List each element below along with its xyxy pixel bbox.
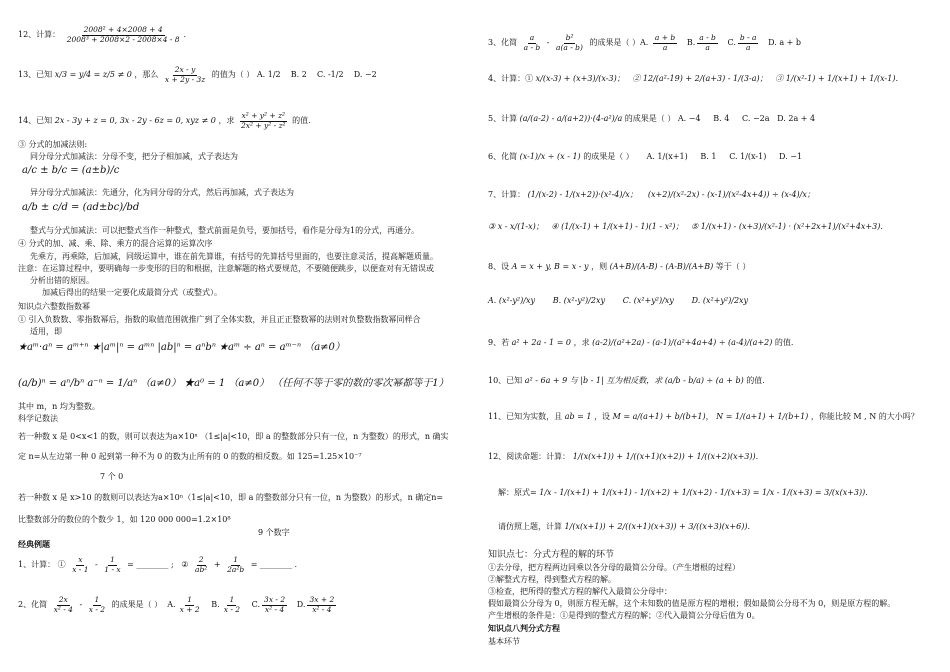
q12r-expression: 1/(x(x+1)) + 1/((x+1)(x+2)) + 1/((x+2)(x+3)).: [572, 452, 759, 461]
ex1-label: 1、计算：: [18, 560, 56, 570]
q13-option-c-val: -1/2: [327, 70, 344, 80]
q13-option-b: B. 2: [290, 70, 307, 80]
sci-small-2: 定 n=从左边第一种 0 起到第一种不为 0 的数为止所有的 0 的数的相反数。如 125=1.25×10⁻⁷: [18, 452, 362, 461]
q12-numerator: 2008² + 4×2008 + 4: [83, 25, 163, 34]
q8-option-d: D. (x²+y²)/2xy: [691, 296, 749, 305]
q12r-label: 12、阅读命题：计算：: [488, 452, 571, 461]
q14-condition: 2x - 3y + z = 0, 3x - 2y - 6z = 0, xyz ≠ 0: [54, 116, 216, 126]
q5-option-a: A. −4: [677, 114, 701, 123]
question-12: [18, 26, 186, 44]
q13-expr-den: x + 2y - 3z: [164, 74, 206, 84]
question-3: [488, 34, 801, 52]
question-7: [488, 190, 815, 199]
ex1-f2-num: 1: [110, 555, 115, 564]
q10-label: 10、已知: [488, 376, 523, 385]
q14-tail: 的值.: [292, 116, 311, 126]
rule3-formula-diff: a/b ± c/d = (ad±bc)/bd: [22, 202, 140, 213]
q7-part-5: ⑤ 1/(x+1) - (x+3)/(x²-1) · (x²+2x+1)/(x²+4x+3).: [691, 222, 883, 231]
q8-label: 8、设: [488, 262, 510, 271]
ex1-f3-den: ab²: [195, 564, 208, 574]
q9-label: 9、若: [488, 338, 510, 347]
ex1-eq2: = ________ .: [250, 560, 298, 570]
kp7-title: 知识点七：分式方程的解的环节: [488, 550, 615, 560]
question-10: [488, 376, 765, 385]
q3-option-b: B.: [686, 38, 696, 48]
kp6-text-1: ① 引入负数数、零指数幂后，指数的取值范围就推广到了全体实数，并且正正整数幂的法则对负整数指数幂同样合: [18, 315, 421, 324]
q7-part-4: ④ (1/(x-1) + 1/(x+1) - 1)(1 - x²)；: [551, 222, 684, 231]
q7-part-1: (1/(x-2) - 1/(x+2))·(x²-4)/x；: [527, 190, 638, 199]
q3-a-den: a: [662, 42, 668, 52]
q13-option-d: D. −2: [353, 70, 377, 80]
q3-f1-num: a: [529, 33, 535, 42]
q10-expression: (a/b - b/a) ÷ (a + b): [664, 376, 744, 385]
ex1-minus: -: [95, 560, 98, 570]
sci-seven-zeros: 7 个 0: [100, 472, 124, 481]
ex2-option-d: D.: [296, 600, 306, 610]
q14-label: 14、已知: [18, 116, 53, 126]
q14-expr-den: 2x² + y² - z²: [240, 120, 286, 130]
ex1-f1-num: x: [78, 555, 83, 564]
ex1-f1-den: x - 1: [72, 564, 89, 574]
left-column: [18, 0, 470, 672]
kp6-title: 知识点六整数指数幂: [18, 302, 90, 311]
q12r-solution-label: 解：原式=: [498, 488, 537, 497]
q13-ask: ，那么: [134, 70, 159, 80]
q11-condition: ab = 1: [564, 412, 592, 421]
ex2-d-num: 3x + 2: [309, 595, 335, 604]
question-12-solution: [498, 488, 868, 497]
sci-nine-digits: 9 个数字: [258, 528, 290, 537]
q3-ask: 的成果是（ ）A.: [589, 38, 649, 48]
q9-condition: a² + 2a - 1 = 0: [511, 338, 572, 347]
q6-option-a: A. 1/(x+1): [646, 152, 688, 161]
sci-big-2: 比整数部分的数位的个数少 1，如 120 000 000=1.2×10⁸: [18, 515, 231, 524]
question-9: [488, 338, 793, 347]
q13-condition: x/3 = y/4 = z/5 ≠ 0: [54, 70, 132, 80]
question-12-right: [488, 452, 758, 461]
q11-n-def: N = 1/(a+1) + 1/(b+1): [716, 412, 809, 421]
q6-option-b: B. 1: [700, 152, 717, 161]
example-1: [18, 556, 297, 574]
q5-expression: (a/(a-2) - a/(a+2))·(4-a²)/a: [519, 114, 623, 123]
question-11: 11、已知为实数，且 ab = 1 ，设 M = a/(a+1) + b/(b+1)， N = 1/(a+1) + 1/(b+1) ，你能比较 M , N 的大小吗？: [488, 412, 919, 421]
q13-option-a-val: 1/2: [267, 70, 281, 80]
ex1-f4-den: 2a²b: [227, 564, 245, 574]
kp8-title: 知识点八判分式方程: [488, 623, 560, 633]
q3-c-den: a: [745, 42, 751, 52]
q6-label: 6、化简: [488, 152, 518, 161]
q12r-ask: 请仿照上题，计算: [498, 522, 562, 531]
rule4-note-1: 注意：在运算过程中，要明确每一步变形的目的和根据，注意解题的格式要规范，不要随便跳步，以便查对有无错误或: [18, 264, 434, 273]
kp7-step-1: ①去分母，把方程两边同乘以各分母的最简公分母。（产生增根的过程）: [488, 563, 740, 572]
ex2-f2-den: x - 2: [88, 604, 106, 614]
q12r-ask-expression: 1/(x(x+1)) + 2/((x+1)(x+3)) + 3/((x+3)(x+6)).: [564, 522, 750, 531]
question-5: [488, 114, 815, 123]
rule4-note-2: 分析出错的原因。: [30, 276, 94, 285]
ex1-f2-den: 1 - x: [104, 564, 121, 574]
q11-label: 11、已知为实数，且: [488, 412, 563, 421]
q8-option-c: C. (x²+y²)/xy: [622, 296, 674, 305]
ex2-f1-num: 2x: [58, 595, 68, 604]
q3-b-den: a: [705, 42, 710, 52]
q11-ask: ，设: [594, 412, 611, 421]
q3-option-c: C.: [727, 38, 736, 48]
ex2-b-num: 1: [229, 595, 235, 604]
ex2-f1-den: x² - 4: [53, 604, 73, 614]
q3-option-d: D. a + b: [768, 38, 802, 48]
question-6: [488, 152, 802, 161]
q7-part-2: (x+2)/(x²-2x) - (x-1)/(x²-4x+4)) ÷ (x-4)/x；: [647, 190, 815, 199]
kp7-step-5: 产生增根的条件是：①是得到的整式方程的解；②代入最简公分母后值为 0。: [488, 611, 760, 620]
q5-ask: 的成果是（ ）: [624, 114, 676, 123]
q13-option-a: A.: [256, 70, 266, 80]
q3-minus: -: [546, 38, 550, 48]
q8-ask2: 等于（ ）: [715, 262, 751, 271]
rule3-title: ③ 分式的加减法则:: [18, 140, 88, 149]
rule4-note-3: 加减后得出的结果一定要化成最简分式（或整式）。: [42, 288, 222, 297]
ex2-minus: -: [79, 600, 83, 610]
question-12-ask: [498, 522, 750, 531]
q9-tail: 的值.: [774, 338, 794, 347]
ex2-option-c: C.: [251, 600, 261, 610]
q8-expression: (A+B)/(A-B) - (A-B)/(A+B): [609, 262, 714, 271]
q4-part-3: ③ 1/(x²-1) + 1/(x+1) + 1/(x-1).: [775, 74, 898, 83]
question-14: [18, 112, 311, 130]
q9-expression: (a-2)/(a²+2a) - (a-1)/(a²+4a+4) ÷ (a-4)/(a+2): [592, 338, 773, 347]
q14-ask: ，求: [218, 116, 235, 126]
ex1-f3-num: 2: [198, 555, 204, 564]
q13-ask2: 的值为（ ）: [211, 70, 255, 80]
q12-tail: .: [183, 30, 187, 40]
q6-expression: (x-1)/x ÷ (x - 1): [519, 152, 581, 161]
q5-label: 5、计算: [488, 114, 518, 123]
sci-big-1: 若一种数 x 是 x>10 的数则可以表达为a×10ⁿ（1≤|a|<10，即 a 的整数部分只有一位，n 为整数）的形式，n 确定n=: [18, 493, 444, 502]
kp7-step-3: ③检查，把所得的整式方程的解代入最简公分母中：: [488, 587, 672, 596]
ex2-b-den: x - 2: [223, 604, 241, 614]
q7-part-3: ③ x - x/(1-x)；: [488, 222, 544, 231]
q5-option-d: D. 2a + 4: [777, 114, 816, 123]
power-rules-line-1: ★aᵐ·aⁿ = aᵐ⁺ⁿ ★|aᵐ|ⁿ = aᵐⁿ |ab|ⁿ = aⁿbⁿ ★aᵐ ÷ aⁿ = aᵐ⁻ⁿ （a≠0）: [18, 342, 345, 353]
q6-ask: 的成果是（ ）: [583, 152, 634, 161]
kp6-text-2: 适用，即: [30, 327, 62, 336]
ex2-f2-num: 1: [94, 595, 100, 604]
q6-option-d: D. −1: [779, 152, 803, 161]
sci-title: 科学记数法: [18, 414, 58, 423]
q13-option-c: C.: [317, 70, 326, 80]
ex2-c-num: 3x - 2: [264, 595, 286, 604]
ex2-a-den: x + 2: [179, 604, 200, 614]
q13-label: 13、已知: [18, 70, 53, 80]
q5-option-b: B. 4: [713, 114, 730, 123]
ex1-f4-num: 1: [233, 555, 238, 564]
ex2-d-den: x² - 4: [312, 604, 332, 614]
q5-option-c: C. −2a: [742, 114, 770, 123]
ex2-ask: 的成果是（ ）: [111, 600, 163, 610]
power-rules-line-2: (a/b)ⁿ = aⁿ/bⁿ a⁻ⁿ = 1/aⁿ （a≠0） ★a⁰ = 1 （a≠0） （任何不等于零的数的零次幂都等于1）: [18, 378, 449, 389]
q3-f2-num: b²: [565, 33, 574, 42]
ex2-option-b: B.: [211, 600, 220, 610]
ex2-label: 2、化简: [18, 600, 48, 610]
ex1-part2: ②: [181, 560, 189, 570]
q4-label: 4、计算：①: [488, 74, 534, 83]
examples-title: 经典例题: [18, 539, 50, 549]
q12r-solution: 1/x - 1/(x+1) + 1/(x+1) - 1/(x+2) + 1/(x+2) - 1/(x+3) = 1/x - 1/(x+3) = 3/(x(x+3)).: [539, 488, 868, 497]
q3-label: 3、化简: [488, 38, 518, 48]
q3-f1-den: a - b: [523, 42, 541, 52]
question-13: [18, 66, 377, 84]
ex1-eq: = ________ ;: [127, 560, 174, 570]
question-8-options: [488, 296, 748, 305]
q8-option-a: A. (x²-y²)/xy: [488, 296, 535, 305]
mn-note: 其中 m，n 均为整数。: [18, 402, 100, 411]
q6-option-c: C. 1/(x-1): [729, 152, 767, 161]
q11-ask2: ，你能比较 M , N 的大小吗？: [810, 412, 919, 421]
example-2: [18, 596, 338, 614]
q4-part-1: x/(x-3) + (x+3)/(x-3)；: [535, 74, 625, 83]
q3-b-num: a - b: [699, 33, 716, 42]
question-8: [488, 262, 750, 271]
q8-condition: A = x + y, B = x - y: [511, 262, 589, 271]
kp8-subtitle: 基本环节: [488, 637, 520, 646]
q12-denominator: 2008³ + 2008×2 - 2008×4 - 8: [66, 34, 180, 44]
q3-a-num: a + b: [654, 33, 676, 42]
q4-part-2: ② 12/(a²-19) + 2/(a+3) - 1/(3-a)；: [632, 74, 768, 83]
q10-tail: 的值.: [746, 376, 765, 385]
q8-option-b: B. (x²-y²)/2xy: [552, 296, 605, 305]
rule3-formula-same: a/c ± b/c = (a±b)/c: [22, 165, 120, 176]
rule4-title: ④ 分式的加、减、乘、除、乘方的混合运算的运算次序: [18, 239, 213, 248]
q14-expr-num: x² + y² + z²: [241, 111, 286, 120]
kp7-step-4: 假如最简公分母为 0，则原方程无解，这个未知数的值是原方程的增根；假如最简公分母不为 0，则是原方程的解。: [488, 599, 896, 608]
q7-label: 7、计算：: [488, 190, 526, 199]
ex1-plus: +: [213, 560, 221, 570]
ex1-part1: ①: [57, 560, 66, 570]
q10-condition: a² - 6a + 9 与 |b - 1| 互为相反数，求: [524, 376, 663, 385]
ex2-c-den: x² - 4: [264, 604, 285, 614]
q12-label: 12、计算：: [18, 30, 61, 40]
rule4-text: 先乘方，再乘除，后加减，同级运算中，谁在前先算谁，有括号的先算括号里面的，也要注意灵活，提高解题质量。: [30, 252, 438, 261]
ex2-option-a: A.: [167, 600, 176, 610]
right-column: [488, 0, 938, 672]
q3-f2-den: a(a - b): [556, 42, 583, 52]
rule3-whole-expression: 整式与分式加减法：可以把整式当作一种整式，整式前面是负号，要加括号，看作是分母为1的分式，再通分。: [30, 226, 420, 235]
q11-m-def: M = a/(a+1) + b/(b+1): [612, 412, 706, 421]
rule3-same-denominator: 同分母分式加减法：分母不变，把分子相加减，式子表达为: [30, 152, 238, 161]
q3-c-num: b - a: [739, 33, 757, 42]
question-7-cont: [488, 222, 883, 231]
q13-expr-num: 2x - y: [174, 65, 196, 74]
ex2-a-num: 1: [187, 595, 192, 604]
rule3-different-denominator: 异分母分式加减法：先通分，化为同分母的分式，然后再加减，式子表达为: [30, 188, 294, 197]
sci-small-1: 若一种数 x 是 0<x<1 的数，则可以表达为a×10ⁿ （1≤|a|<10，即 a 的整数部分只有一位，n 为整数）的形式，n 确实: [18, 432, 449, 441]
q8-ask: ，则: [591, 262, 608, 271]
kp7-step-2: ②解整式方程，得到整式方程的解。: [488, 575, 616, 584]
question-4: [488, 74, 898, 83]
q9-ask: ，求: [573, 338, 590, 347]
